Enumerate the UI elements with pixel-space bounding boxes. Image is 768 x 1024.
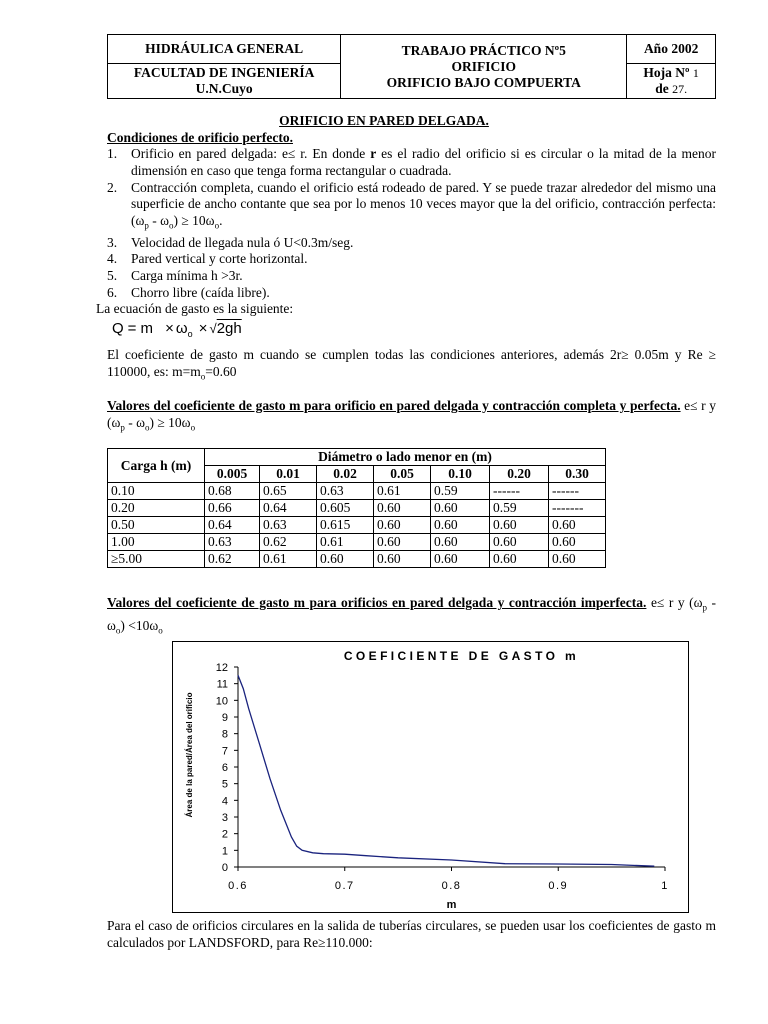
coef-cell: 0.60	[490, 551, 549, 568]
coef-cell: 0.64	[205, 517, 260, 534]
of-num: 27.	[672, 82, 688, 96]
coef-cell: ------	[490, 483, 549, 500]
y-tick-label: 7	[221, 745, 228, 758]
coefficient-table	[107, 448, 606, 568]
coef-cell: 0.60	[549, 551, 606, 568]
y-tick-label: 1	[221, 845, 228, 858]
coef-cell: 0.60	[374, 500, 431, 517]
x-tick-label: 0.6	[228, 880, 248, 892]
diameter-header: 0.01	[260, 466, 317, 483]
table-heading: Valores del coeficiente de gasto m para orificio en pared delgada y contracción completa y perfecta. e≤ r y $(\omega_p - \omega_o) \ge 10\omega_o$	[107, 398, 716, 433]
y-tick-label: 5	[221, 778, 228, 791]
table-row	[108, 483, 606, 500]
table-row	[108, 534, 606, 551]
equation-intro: La ecuación de gasto es la siguiente:	[96, 301, 294, 316]
tp-line3: ORIFICIO BAJO COMPUERTA	[386, 74, 581, 90]
imperfect-heading: Valores del coeficiente de gasto m para orificios en pared delgada y contracción imperfecta. e≤ r y $(\omega_p - \omega_o) <10\omega_o$	[107, 595, 717, 636]
sheet-number	[627, 64, 716, 99]
coef-cell: 0.615	[317, 517, 374, 534]
coef-cell: 0.60	[374, 534, 431, 551]
tp-line2: ORIFICIO	[451, 58, 517, 74]
gasto-equation: $Q = m \times \omega_o \times √2gh$	[112, 320, 242, 339]
of-label: de	[655, 81, 669, 96]
y-tick-label: 2	[221, 828, 228, 841]
y-tick-label: 9	[221, 712, 228, 724]
coef-cell: 0.60	[490, 517, 549, 534]
coef-cell: 0.60	[317, 551, 374, 568]
diameter-header: 0.20	[490, 466, 549, 483]
coef-cell: 0.61	[374, 483, 431, 500]
y-tick-label: 12	[215, 662, 228, 674]
coef-cell: 0.62	[205, 551, 260, 568]
tp-line1: TRABAJO PRÁCTICO Nº5	[401, 42, 566, 58]
coef-cell: 0.63	[260, 517, 317, 534]
diameter-header: 0.30	[549, 466, 606, 483]
coef-paragraph: El coeficiente de gasto m cuando se cumplen todas las condiciones anteriores, además 2r≥ 0.05m y Re ≥ 110000, es: $m=m_o=0.60$	[107, 347, 716, 382]
coef-cell: 0.60	[431, 517, 490, 534]
coef-cell: 0.60	[374, 551, 431, 568]
header-table	[107, 34, 716, 99]
diameter-header: 0.10	[431, 466, 490, 483]
table-row	[108, 551, 606, 568]
y-axis-label: Área de la pared/Área del orificio	[185, 692, 194, 818]
conditions-heading: Condiciones de orificio perfecto.	[107, 130, 293, 145]
faculty	[108, 64, 341, 99]
coef-cell: 0.61	[260, 551, 317, 568]
coef-cell: 0.60	[549, 534, 606, 551]
faculty-line2: U.N.Cuyo	[195, 81, 253, 96]
coef-cell: 0.64	[260, 500, 317, 517]
y-tick-label: 4	[221, 795, 228, 808]
coef-cell: 0.60	[374, 517, 431, 534]
coef-cell: 0.60	[431, 534, 490, 551]
x-axis-label: m	[446, 899, 457, 911]
coef-cell: 0.605	[317, 500, 374, 517]
coef-cell: 0.60	[549, 517, 606, 534]
year: Año 2002	[627, 35, 716, 64]
coef-cell: 0.59	[431, 483, 490, 500]
coef-cell: 0.60	[490, 534, 549, 551]
x-tick-label: 0.8	[441, 880, 462, 892]
table-row	[108, 500, 606, 517]
y-tick-label: 11	[216, 678, 228, 691]
coef-cell: 0.66	[205, 500, 260, 517]
diameter-header: 0.02	[317, 466, 374, 483]
diameter-header: 0.005	[205, 466, 260, 483]
sheet-label: Hoja Nº	[643, 65, 690, 80]
condition-item: 3. Velocidad de llegada nula ó U<0.3m/seg.	[107, 234, 354, 250]
diameter-header: 0.05	[374, 466, 431, 483]
page-title: ORIFICIO EN PARED DELGADA.	[279, 113, 489, 128]
carga-cell: 0.50	[108, 517, 205, 534]
coef-cell: 0.62	[260, 534, 317, 551]
condition-item: 2. Contracción completa, cuando el orificio está rodeado de pared. Y se puede trazar alrededor del mismo una superficie de ancho contante que sea por lo menos 10 veces mayor que la del orificio, contracción perfecta: $(\omega_p - \omega_o) \ge 10\omega_o$.	[107, 179, 716, 231]
coef-cell: 0.63	[205, 534, 260, 551]
coef-cell: 0.68	[205, 483, 260, 500]
y-tick-label: 10	[215, 695, 228, 708]
faculty-line1: FACULTAD DE INGENIERÍA	[133, 65, 315, 80]
carga-cell: 0.10	[108, 483, 205, 500]
conditions-list	[107, 146, 716, 302]
sheet-num: 1	[692, 66, 699, 80]
x-tick-label: 0.9	[548, 880, 569, 892]
coef-cell: 0.61	[317, 534, 374, 551]
condition-item: 5. Carga mínima h >3r.	[107, 268, 243, 284]
col-header-carga: Carga h (m)	[108, 449, 205, 483]
course-name: HIDRÁULICA GENERAL	[108, 35, 341, 64]
coef-cell: 0.63	[317, 483, 374, 500]
condition-item: 4. Pared vertical y corte horizontal.	[107, 251, 308, 267]
coeficiente-chart	[172, 641, 689, 913]
table-row	[108, 517, 606, 534]
carga-cell: 0.20	[108, 500, 205, 517]
x-tick-label: 1	[661, 880, 669, 892]
coef-cell: 0.59	[490, 500, 549, 517]
y-tick-label: 8	[221, 728, 228, 741]
landsford-paragraph: Para el caso de orificios circulares en la salida de tuberías circulares, se pueden usar los coeficientes de gasto m calculados por LANDSFORD, para Re≥110.000:	[107, 918, 716, 950]
carga-cell: 1.00	[108, 534, 205, 551]
y-tick-label: 3	[221, 812, 228, 824]
chart-frame	[173, 642, 689, 913]
y-tick-label: 6	[221, 762, 228, 774]
coef-cell: 0.60	[431, 551, 490, 568]
col-header-group: Diámetro o lado menor en (m)	[205, 449, 606, 466]
coef-cell: ------	[549, 483, 606, 500]
x-tick-label: 0.7	[334, 880, 355, 892]
condition-item: 1. Orificio en pared delgada: e≤ r. En donde r es el radio del orificio si es circular o la mitad de la menor dimensión en caso que tenga forma rectangular o cuadrada.	[107, 146, 716, 178]
coef-cell: -------	[549, 500, 606, 517]
carga-cell: ≥5.00	[108, 551, 205, 568]
tp-title	[341, 35, 627, 99]
condition-item: 6. Chorro libre (caída libre).	[107, 285, 270, 301]
coef-cell: 0.65	[260, 483, 317, 500]
y-tick-label: 0	[221, 862, 228, 874]
chart-title: COEFICIENTE DE GASTO m	[343, 649, 580, 663]
coef-cell: 0.60	[431, 500, 490, 517]
